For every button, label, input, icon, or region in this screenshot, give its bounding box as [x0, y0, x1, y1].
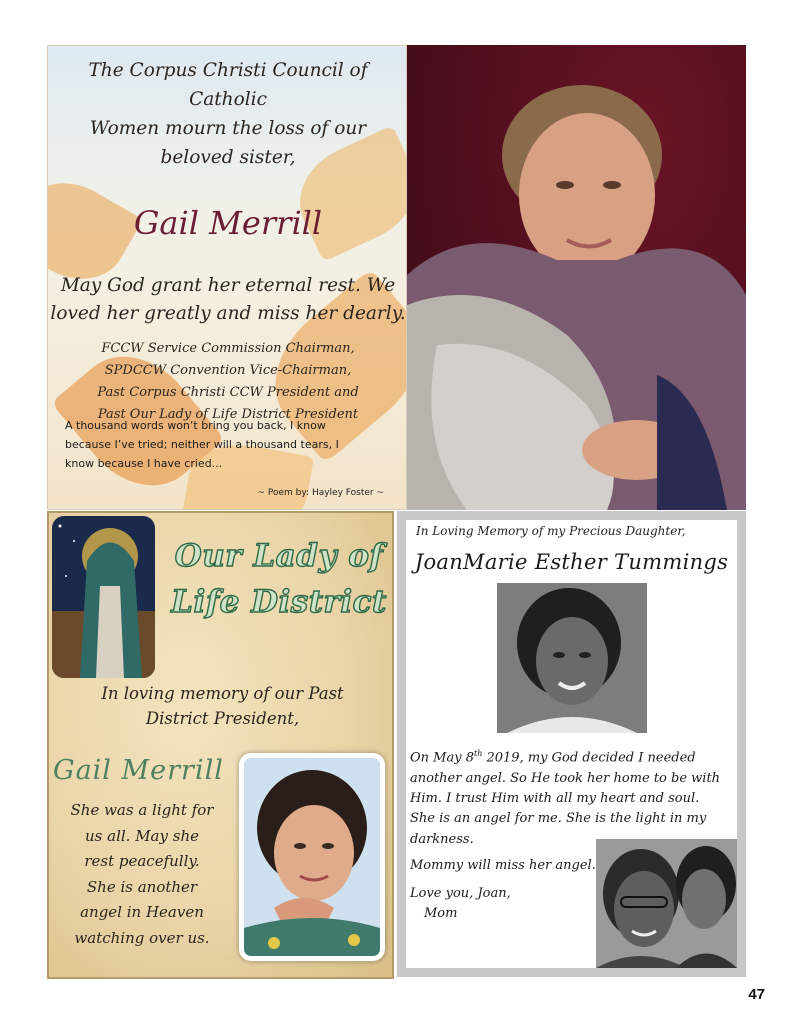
joanmarie-paragraph-3: Mommy will miss her angel. [410, 858, 596, 873]
memorial-card-gail [47, 45, 407, 510]
poem-text: A thousand words won’t bring you back, I know because I’ve tried; neither will a thousand tears, I know because I have cried... [65, 419, 339, 470]
district-verse: She was a light for us all. May she rest peacefully. She is another angel in Heaven watching over us. [70, 801, 214, 947]
page-number: 47 [748, 986, 765, 1003]
district-title: Our Lady of Life District [171, 538, 387, 620]
memorial-wish: May God grant her eternal rest. We loved her greatly and miss her dearly. [50, 275, 406, 324]
council-heading: The Corpus Christi Council of Catholic Women mourn the loss of our beloved sister, [88, 60, 368, 168]
joanmarie-heading: In Loving Memory of my Precious Daughter, [416, 524, 686, 538]
portrait-illustration [407, 45, 746, 510]
honoree-name: Gail Merrill [133, 204, 323, 242]
joanmarie-paragraph-2: She is an angel for me. She is the light in my darkness. [410, 811, 707, 847]
memorial-card-district [47, 511, 394, 979]
madonna-illustration [52, 516, 155, 678]
district-memory-heading: In loving memory of our Past District President, [101, 684, 344, 728]
joanmarie-paragraph-1: On May 8th 2019, my God decided I needed another angel. So He took her home to be with Him. I trust Him with all my heart and soul. [410, 749, 721, 807]
joanmarie-name: JoanMarie Esther Tummings [414, 550, 729, 574]
poem-credit: ~ Poem by: Hayley Foster ~ [257, 488, 384, 498]
district-honoree-name: Gail Merrill [53, 755, 224, 786]
portrait-photo-joanmarie [497, 583, 647, 733]
memorial-card-joanmarie [397, 511, 746, 977]
joanmarie-closing-1: Love you, Joan, [410, 886, 511, 901]
portrait-photo-gail [407, 45, 746, 510]
honoree-titles: FCCW Service Commission Chairman, SPDCCW Convention Vice-Chairman, Past Corpus Christi CCW President and Past Our Lady of Life District President [97, 341, 359, 422]
portrait-photo-gail-2 [239, 753, 385, 961]
joanmarie-closing-2: Mom [424, 906, 458, 921]
selfie-photo [596, 839, 737, 968]
